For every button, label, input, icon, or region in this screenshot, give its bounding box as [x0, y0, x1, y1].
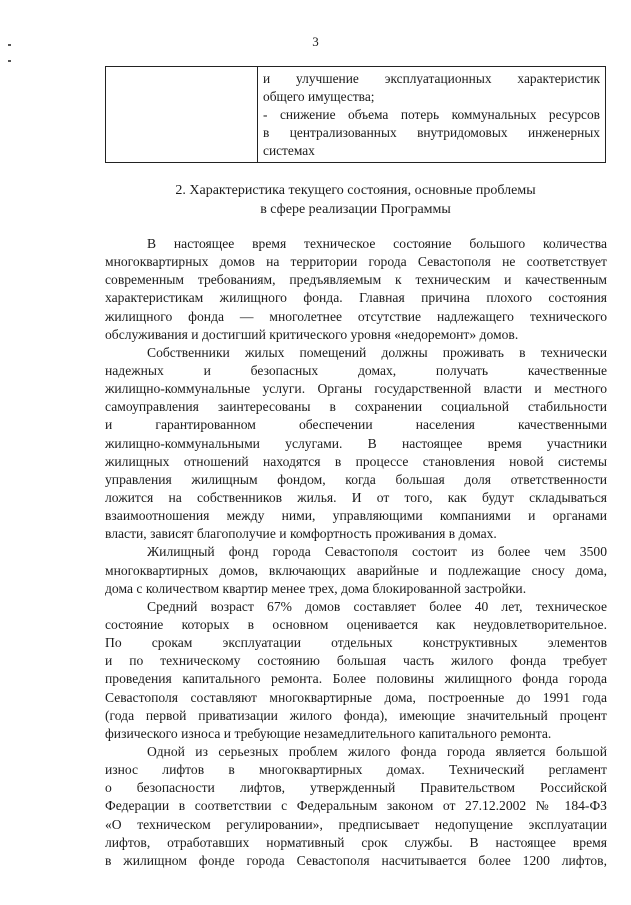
paragraph-line: о безопасности лифтов, утвержденный Правительством Российской	[105, 780, 607, 796]
table-row	[106, 67, 606, 163]
paragraph-line: Одной из серьезных проблем жилого фонда города является большой	[147, 743, 607, 759]
section-heading	[105, 181, 606, 219]
paragraph-line: ложится на собственников жилья. И от того, как будут складываться	[105, 489, 607, 505]
paragraph-line: По срокам эксплуатации отдельных конструктивных элементов	[105, 635, 607, 651]
paragraph-line: Федерации в соответствии с Федеральным законом от 27.12.2002 № 184-ФЗ	[105, 798, 607, 814]
section-heading-line: 2. Характеристика текущего состояния, основные проблемы	[175, 183, 536, 198]
paragraph-line: жилищного фонда — многолетнее отсутствие надлежащего технического	[105, 308, 607, 324]
paragraph-line: «О техническом регулировании», предписывает недопущение эксплуатации	[105, 816, 607, 832]
paragraph-line: Собственники жилых помещений должны проживать в технически	[147, 344, 607, 360]
paragraph-line: в жилищном фонде города Севастополя насчитывается более 1200 лифтов,	[105, 852, 607, 868]
table-cell-line: в централизованных внутридомовых инженерных	[263, 125, 600, 140]
paragraph-line: власти, зависят благополучие и комфортность проживания в домах.	[105, 526, 497, 542]
program-passport-table	[105, 66, 606, 163]
paragraph-line: управления жилищным фондом, когда большая доля ответственности	[105, 471, 607, 487]
paragraph-line: многоквартирных домов, включающих аварийные и подлежащие сносу дома,	[105, 562, 607, 578]
table-cell-line: системах	[263, 143, 315, 158]
paragraph-line: В настоящее время техническое состояние большого количества	[147, 236, 607, 251]
paragraph-line: Севастополя составляют многоквартирные дома, построенные до 1991 года	[105, 689, 607, 705]
paragraph-line: физического износа и требующие незамедлительного капитального ремонта.	[105, 725, 552, 741]
table-cell-line: и улучшение эксплуатационных характеристик	[263, 71, 600, 86]
paragraph-line: дома с количеством квартир менее трех, дома блокированной застройки.	[105, 580, 527, 596]
page-number: 3	[312, 34, 319, 49]
paragraph-line: современным требованиям, предъявляемым к техническим и качественным	[105, 272, 607, 288]
paragraph-line: надежных и безопасных домах, получать качественные	[105, 362, 607, 378]
paragraph-line: Жилищный фонд города Севастополя состоит из более чем 3500	[147, 544, 607, 560]
body-text	[105, 235, 607, 870]
paragraph-line: Средний возраст 67% домов составляет более 40 лет, техническое	[147, 598, 607, 614]
paragraph-line: и по техническому состоянию большая часть жилого фонда требует	[105, 653, 607, 669]
paragraph-line: самоуправления заинтересованы в сохранении социальной стабильности	[105, 399, 607, 415]
margin-mark	[8, 60, 11, 62]
paragraph-line: обслуживания и достигший критического уровня «недоремонт» домов.	[105, 326, 519, 342]
table-cell-right	[258, 67, 606, 163]
paragraph-line: жилищно-коммунальные услуги. Органы государственной власти и местного	[105, 381, 607, 397]
paragraph-line: состояние которых в основном оценивается как неудовлетворительное.	[105, 616, 607, 632]
table-cell-line: - снижение объема потерь коммунальных ресурсов	[263, 107, 600, 122]
paragraph-line: и гарантированном обеспечении населения качественными	[105, 417, 607, 433]
paragraph-line: лифтов, отработавших нормативный срок службы. В настоящее время	[105, 834, 607, 850]
paragraph-line: характеристикам жилищного фонда. Главная причина плохого состояния	[105, 290, 607, 306]
table-cell-left	[106, 67, 258, 163]
table-cell-line: общего имущества;	[263, 89, 375, 104]
paragraph-line: износ лифтов в многоквартирных домах. Технический регламент	[105, 762, 607, 778]
paragraph-line: многоквартирных домов на территории города Севастополя не соответствует	[105, 254, 607, 270]
section-heading-line: в сфере реализации Программы	[260, 202, 451, 217]
paragraph-line: жилищных отношений находятся в процессе становления новой системы	[105, 453, 607, 469]
paragraph-line: жилищно-коммунальными услугами. В настоящее время участники	[105, 435, 607, 451]
paragraph-line: проведения капитального ремонта. Более половины жилищного фонда города	[105, 671, 607, 687]
paragraph-line: взаимоотношения между ними, управляющими компаниями и органами	[105, 508, 607, 524]
paragraph-line: (года первой приватизации жилого фонда), имеющие значительный процент	[105, 707, 607, 723]
